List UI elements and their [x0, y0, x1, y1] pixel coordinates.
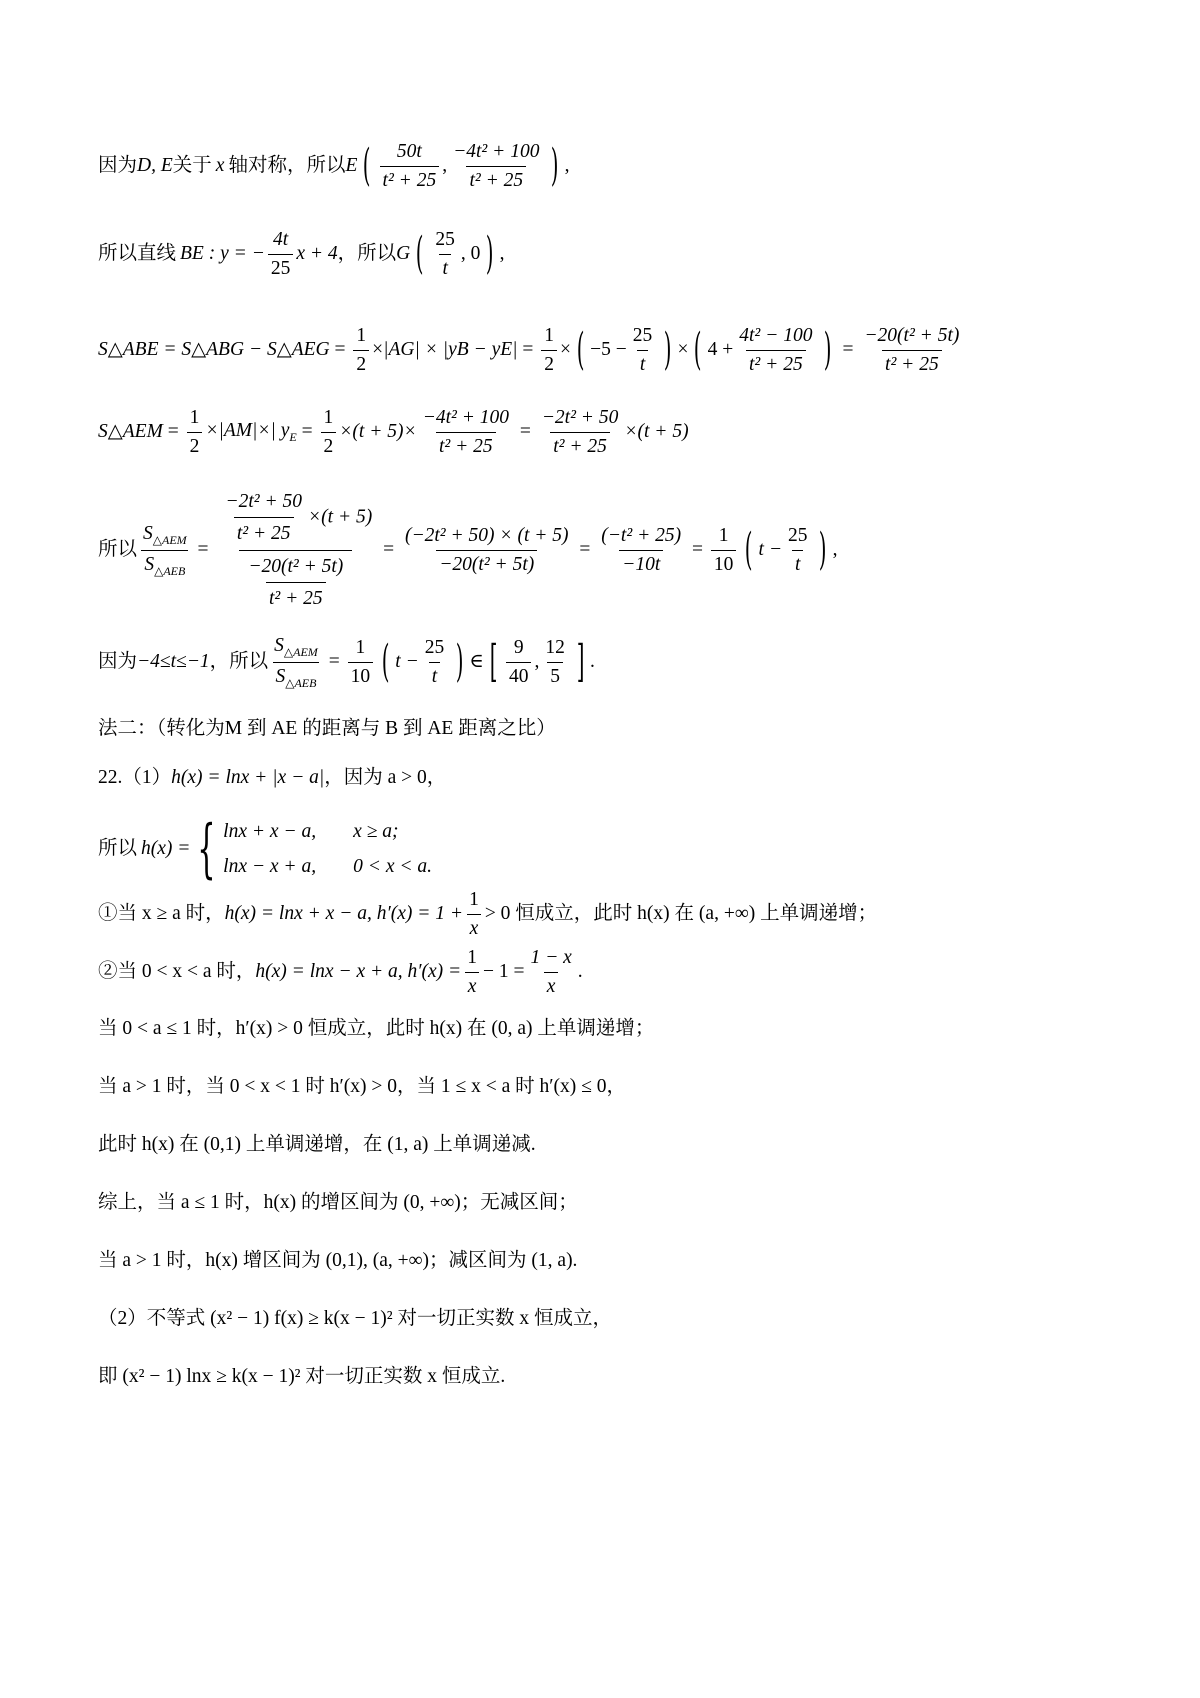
line-piecewise: 所以 h(x) = { lnx + x − a, x ≥ a; lnx − x + a, 0 < x < a.: [98, 812, 433, 886]
line-summary-1: 综上，当 a ≤ 1 时，h(x) 的增区间为 (0, +∞)；无减区间；: [98, 1192, 578, 1214]
line-case-two: ②当 0 < x < a 时， h(x) = lnx − x + a, h′(x) = $\frac{1}{x}$ − 1 = $\frac{1 - x}{x}$ .: [98, 947, 583, 997]
line-q22-part1: 22.（1） h(x) = lnx + |x − a| ，因为 a > 0，: [98, 767, 447, 789]
line-case-one: ①当 x ≥ a 时， h(x) = lnx + x − a, h′(x) = 1 + $\frac{1}{x}$ > 0 恒成立，此时 h(x) 在 (a, +∞) 上单调递增；: [98, 889, 878, 939]
line-part2-equiv: 即 (x² − 1) lnx ≥ k(x − 1)² 对一切正实数 x 恒成立.: [98, 1366, 506, 1388]
line-range: 因为 −4≤t≤−1 ，所以 $\frac{S_{\triangle AEM}}{S_{\triangle AEB}}$ = $\frac{1}{10}$ ( t − $\frac{25}{t}$ ) ∈ [ $\frac{9}{40}$ , $\frac{12}{5}$ ] .: [98, 634, 595, 690]
line-symmetry: 因为 D, E 关于 x 轴对称，所以 E ( $\frac{50t}{\text{t² + 25}}$ , $\frac{\text{−4t² + 100}}{\text{t² + 25}}$ ) ,: [98, 140, 570, 191]
line-part2: （2）不等式 (x² − 1) f(x) ≥ k(x − 1)² 对一切正实数 x 恒成立，: [98, 1308, 612, 1330]
line-subcase-a-gt-1: 当 a > 1 时，当 0 < x < 1 时 h′(x) > 0，当 1 ≤ x < a 时 h′(x) ≤ 0，: [98, 1076, 626, 1098]
line-be: 所以直线 BE : y = − $\frac{4t}{25}$ x + 4 ，所以 G ( $\frac{25}{t}$ , 0 ) ,: [98, 228, 505, 279]
line-area-aem: S△AEM = $\frac{1}{2}$ ×|AM|×| $y_E$ = $\frac{1}{2}$ ×(t + 5)× $\frac{\text{−4t² + 100}}{\text{t² + 25}}$ = $\frac{\text{−2t² + 50}}{\text{t² + 25}}$ ×(t + 5): [98, 407, 689, 457]
line-ratio: 所以 $\frac{S_{\triangle AEM}}{S_{\triangle AEB}}$ = $\frac{\text{−2t² + 50}}{\text{t² + 25}}$ ×(t + 5) $\frac{\text{−20(t² + 5t)}}{\text{t² + 25}}$ = $\frac{\text{(−2t² + 50) × (t + 5)}}{\text{−20(t² + 5t)}}$ = $\frac{\text{(−t² + 25)}}{-10t}$ = $\frac{1}{10}$ ( t − $\frac{25}{t}$ ) ,: [98, 490, 838, 609]
line-area-abe: S△ABE = S△ABG − S△AEG = $\frac{1}{2}$ × |AG| × |yB − yE| = $\frac{1}{2}$ × ( −5 − $\frac{25}{t}$ ) × ( 4 + $\frac{\text{4t² − 100}}{\text{t² + 25}}$ ) = $\frac{\text{−20(t² + 5t)}}{\text{t² + 25}}$: [98, 324, 960, 375]
line-monotonic: 此时 h(x) 在 (0,1) 上单调递增，在 (1, a) 上单调递减.: [98, 1134, 536, 1156]
line-method-two: 法二：（转化为M 到 AE 的距离与 B 到 AE 距离之比）: [98, 718, 556, 740]
line-summary-2: 当 a > 1 时，h(x) 增区间为 (0,1), (a, +∞)；减区间为 (1, a).: [98, 1250, 578, 1272]
line-subcase-a-le-1: 当 0 < a ≤ 1 时，h′(x) > 0 恒成立，此时 h(x) 在 (0, a) 上单调递增；: [98, 1018, 655, 1040]
